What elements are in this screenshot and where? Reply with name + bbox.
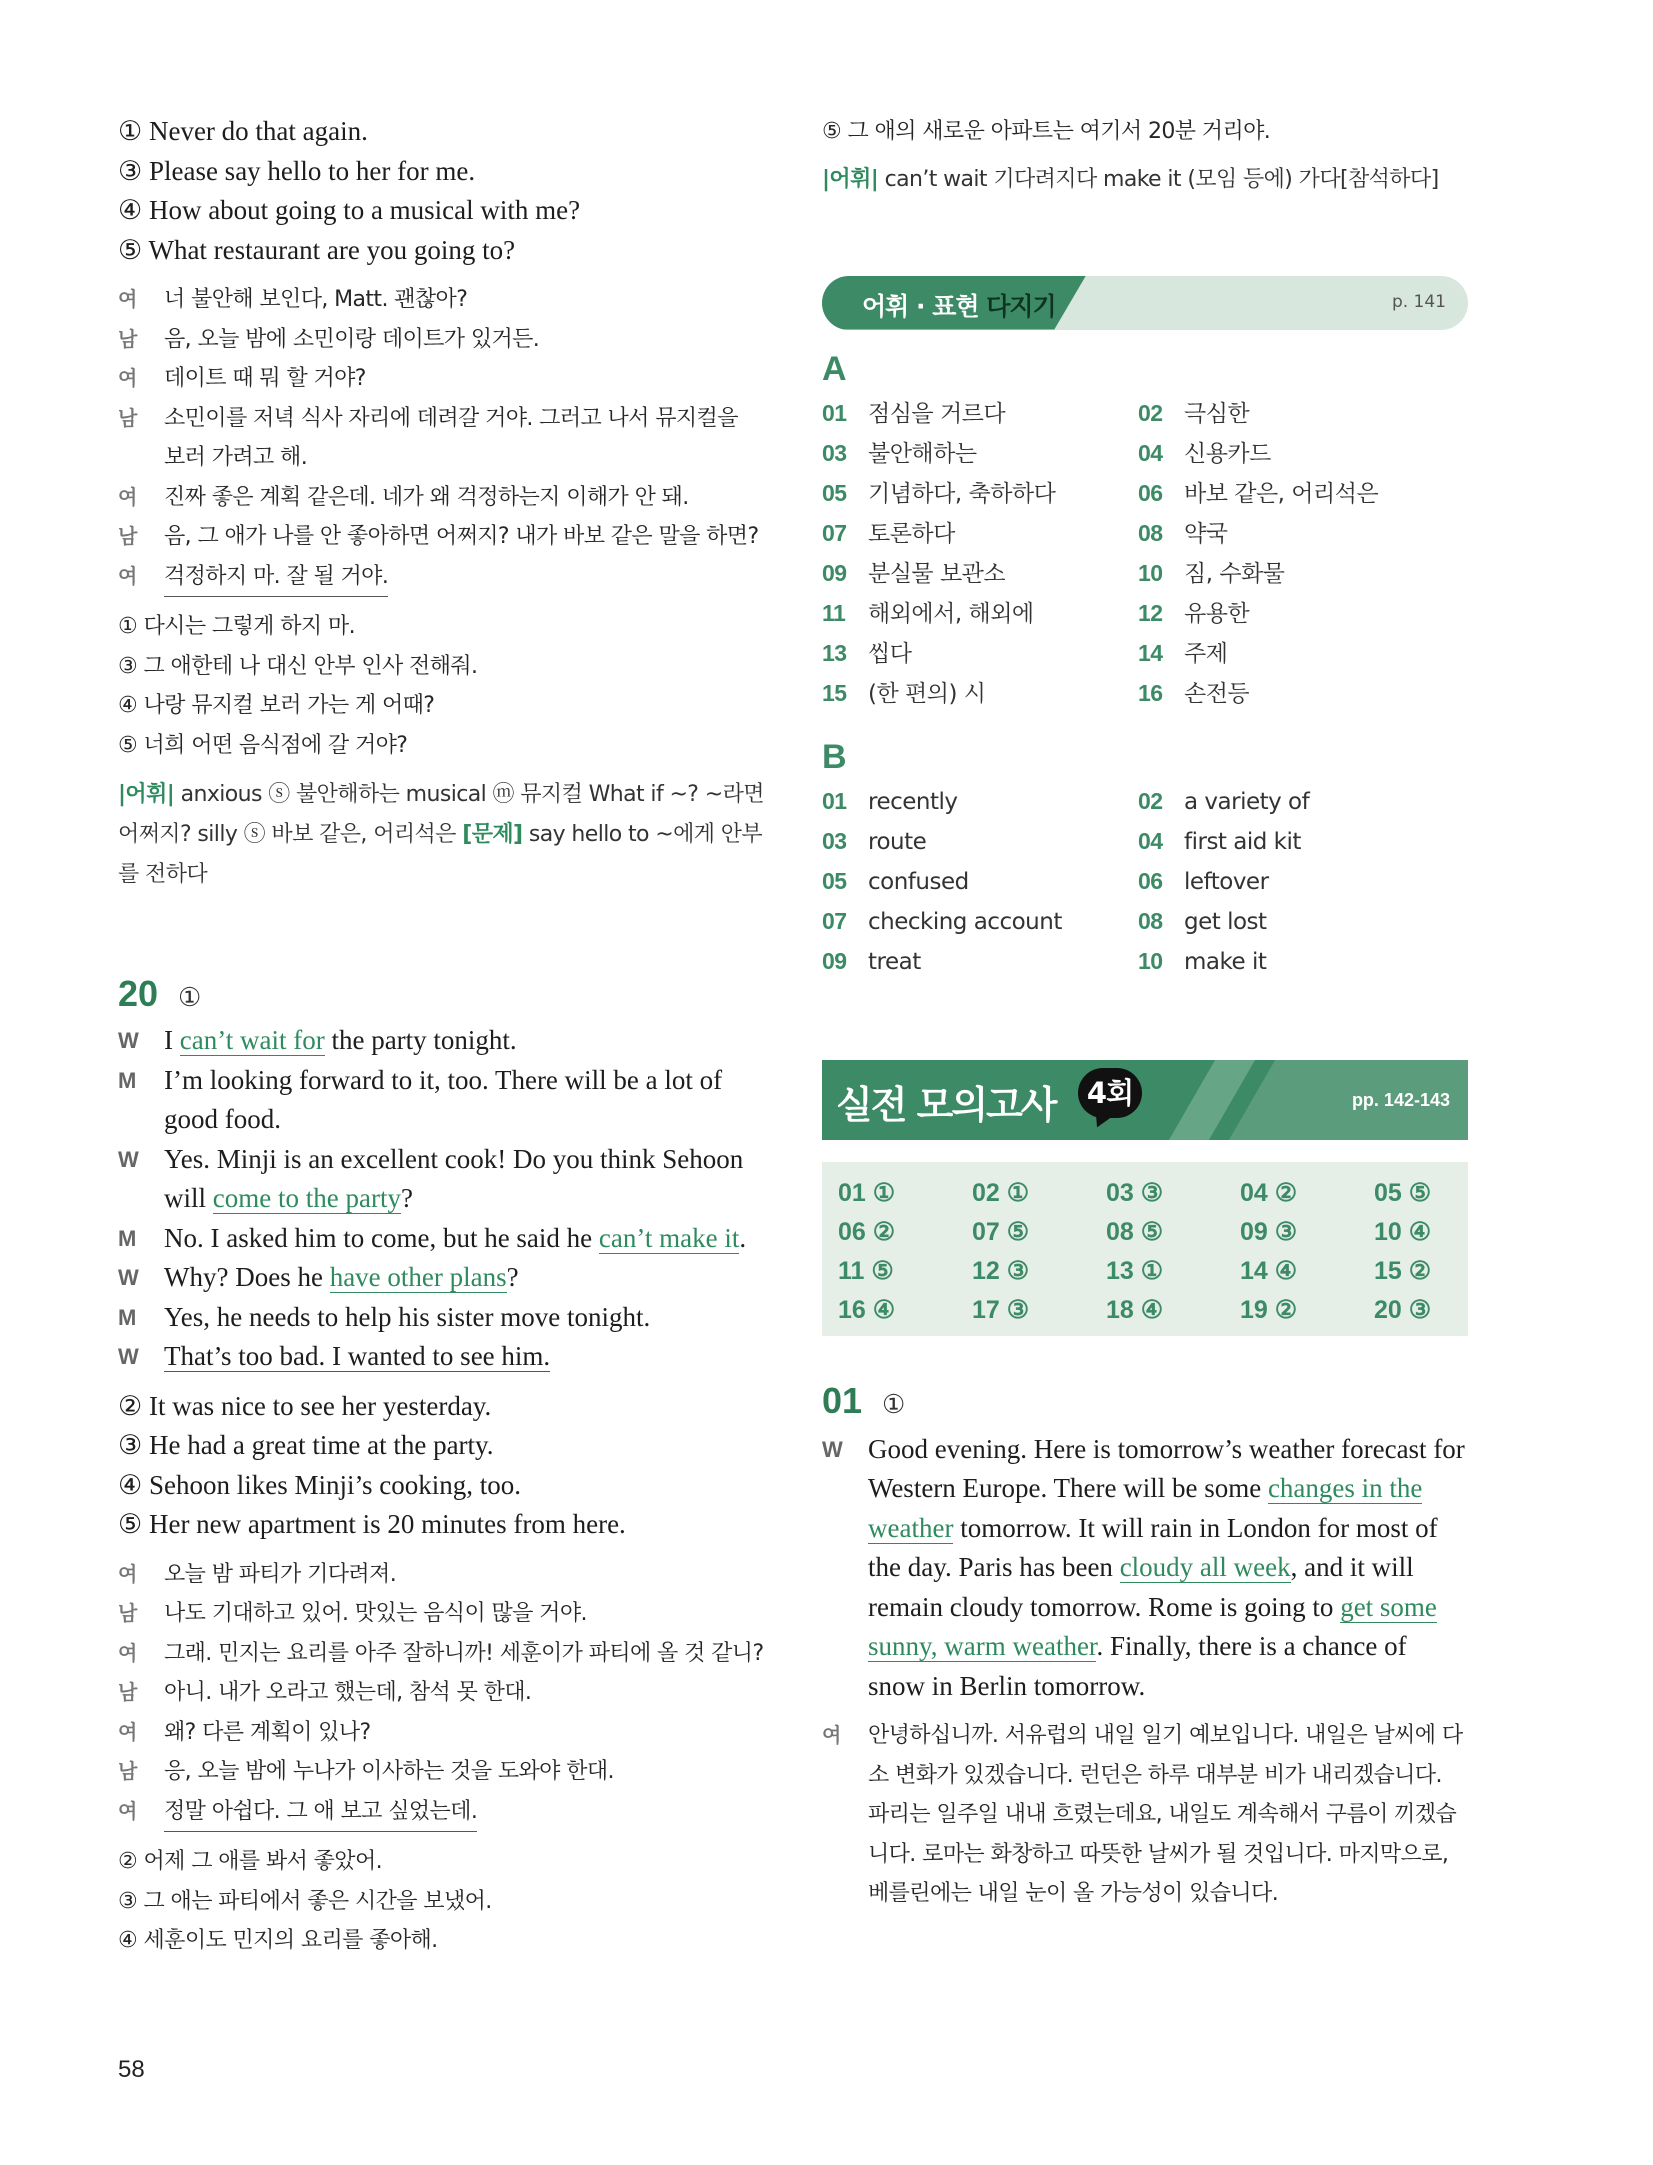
passage-ko-text: 안녕하십니까. 서유럽의 내일 일기 예보입니다. 내일은 날씨에 다소 변화가 있겠습니다. 런던은 하루 대부분 비가 내리겠습니다. 파리는 일주일 내내 흐렸는데요, 내일도 계속해서 구름이 끼겠습니다. 로마는 화창하고 따뜻한 날씨가 될 것입니다. 마지막으로, 베를린에는 내일 눈이 올 가능성이 있습니다. — [868, 1723, 1463, 1906]
item-number: 04 — [1138, 439, 1163, 466]
section-a-list — [822, 394, 1468, 714]
dialog-line — [118, 1555, 764, 1595]
answer-key-box — [822, 1162, 1468, 1336]
dialog-text: 아니. 내가 오라고 했는데, 참석 못 한대. — [164, 1680, 532, 1705]
dialog-ko-group-1 — [118, 280, 764, 597]
dialog-text: 너 불안해 보인다, Matt. 괜찮아? — [164, 287, 468, 312]
item-text: make it — [1184, 948, 1267, 975]
dialog-text: 음, 오늘 밤에 소민이랑 데이트가 있거든. — [164, 326, 540, 352]
dialog-line — [118, 1792, 764, 1833]
text-fragment: . — [739, 1222, 747, 1253]
vocab-tag: |어휘| — [822, 166, 879, 192]
test-round-badge: 4회 — [1078, 1068, 1142, 1118]
item-text: treat — [868, 948, 921, 975]
answer-item: 08 ⑤ — [1106, 1217, 1164, 1246]
item-number: 02 — [1138, 399, 1163, 426]
vocab-item — [822, 822, 1138, 862]
speaker-label: M — [118, 1225, 137, 1251]
vocab-item — [822, 674, 1138, 714]
question-answer: ① — [882, 1389, 906, 1419]
vocab-item — [1138, 782, 1454, 822]
text-fragment: ? — [506, 1262, 519, 1292]
item-text: 해외에서, 해외에 — [868, 600, 1034, 627]
dialog-text: 그래. 민지는 요리를 아주 잘하니까! 세훈이가 파티에 올 것 같니? — [164, 1640, 764, 1666]
item-text: 약국 — [1184, 520, 1228, 547]
answer-item: 17 ③ — [972, 1295, 1030, 1324]
item-text: 기념하다, 축하하다 — [868, 480, 1056, 507]
item-text: 토론하다 — [868, 520, 955, 547]
key-phrase: come to the party — [212, 1183, 401, 1213]
speaker-label: W — [118, 1146, 139, 1172]
item-number: 06 — [1138, 867, 1163, 894]
item-number: 05 — [822, 479, 847, 506]
answer-item: 13 ① — [1106, 1256, 1164, 1285]
option-line: ① 다시는 그렇게 하지 마. — [118, 614, 355, 639]
dialog-line — [118, 478, 764, 518]
option-ko-5: ⑤ 그 애의 새로운 아파트는 여기서 20분 거리야. — [822, 119, 1271, 144]
key-phrase: get some sunny, warm weather — [868, 1591, 1437, 1661]
section-b-label: B — [822, 737, 847, 776]
vocab-item — [1138, 514, 1454, 554]
text-fragment: , and it will remain cloudy tomorrow. Rome is going to — [868, 1552, 1414, 1622]
vocab-item — [822, 782, 1138, 822]
option-line: ② It was nice to see her yesterday. — [118, 1390, 492, 1421]
vocab-item — [822, 902, 1138, 942]
speaker-label: 여 — [118, 366, 137, 390]
vocab-item — [1138, 942, 1454, 982]
item-number: 13 — [822, 639, 847, 666]
left-column — [118, 112, 764, 1961]
answer-key-grid — [838, 1174, 1468, 1330]
speaker-label: 여 — [118, 484, 137, 509]
passage-en — [822, 1430, 1468, 1707]
dialog-line — [118, 1021, 764, 1061]
dialog-text: 왜? 다른 계획이 있나? — [164, 1719, 371, 1745]
item-number: 05 — [822, 867, 847, 894]
answer-item: 16 ④ — [838, 1295, 896, 1324]
question-number: 01 — [822, 1379, 863, 1421]
vocab-item — [822, 942, 1138, 982]
answer-item: 03 ③ — [1106, 1178, 1164, 1207]
item-number: 10 — [1138, 559, 1163, 586]
answer-item: 18 ④ — [1106, 1295, 1164, 1324]
option-line: ③ Please say hello to her for me. — [118, 155, 476, 186]
option-line: ④ 나랑 뮤지컬 보러 가는 게 어때? — [118, 693, 435, 718]
vocab-item — [1138, 634, 1454, 674]
dialog-line — [118, 320, 764, 360]
item-text: route — [868, 828, 927, 855]
answer-item: 19 ② — [1240, 1295, 1298, 1324]
text-fragment: tomorrow. It will rain in London for most of the day. Paris has been — [868, 1512, 1438, 1582]
question-number: 20 — [118, 973, 159, 1014]
banner-title — [862, 287, 1056, 323]
dialog-text: 소민이를 저녁 식사 자리에 데려갈 거야. 그러고 나서 뮤지컬을 보러 가려고 해. — [164, 405, 738, 470]
item-text: 극심한 — [1184, 400, 1250, 427]
vocab-tag: |어휘| — [118, 782, 175, 807]
dialog-en-20 — [118, 1021, 764, 1377]
key-phrase: changes in the weather — [868, 1473, 1423, 1543]
vocab-problem-tag: [문제] — [462, 822, 523, 847]
speaker-label: 남 — [118, 1680, 137, 1704]
option-line: ② 어제 그 애를 봐서 좋았어. — [118, 1849, 383, 1874]
vocab-item — [1138, 554, 1454, 594]
item-number: 07 — [822, 907, 847, 934]
dialog-line — [118, 399, 764, 478]
item-text: 바보 같은, 어리석은 — [1184, 480, 1379, 507]
answer-item: 15 ② — [1374, 1256, 1432, 1285]
item-text: get lost — [1184, 908, 1267, 935]
vocab-note-1 — [118, 775, 764, 895]
vocab-item — [1138, 594, 1454, 634]
speaker-label: 남 — [118, 1759, 137, 1783]
vocab-item — [1138, 434, 1454, 474]
speaker-label: 여 — [118, 287, 137, 311]
test-banner-title: 실전 모의고사 — [836, 1082, 1056, 1127]
text-fragment: I — [164, 1025, 180, 1055]
option-line: ⑤ What restaurant are you going to? — [118, 234, 516, 265]
speaker-label: M — [118, 1067, 137, 1093]
option-line: ⑤ 너희 어떤 음식점에 갈 거야? — [118, 732, 408, 758]
speaker-label: 여 — [118, 1719, 137, 1744]
vocab-item — [1138, 674, 1454, 714]
text-fragment: Why? Does he — [164, 1262, 330, 1292]
item-number: 15 — [822, 679, 847, 706]
key-phrase: have other plans — [329, 1262, 507, 1292]
option-line: ⑤ Her new apartment is 20 minutes from here. — [118, 1509, 626, 1539]
text-fragment: Yes, he needs to help his sister move tonight. — [164, 1301, 651, 1332]
item-text: 손전등 — [1184, 680, 1250, 707]
dialog-line — [118, 280, 764, 320]
vocab-item — [1138, 862, 1454, 902]
question-answer: ① — [178, 983, 202, 1012]
speaker-label: 여 — [822, 1723, 841, 1747]
item-text: (한 편의) 시 — [868, 680, 986, 707]
section-a-label: A — [822, 349, 847, 388]
dialog-line — [118, 517, 764, 557]
text-fragment: the party tonight. — [324, 1025, 517, 1055]
answer-item: 07 ⑤ — [972, 1217, 1030, 1246]
speaker-label: 여 — [118, 563, 137, 588]
vocab-item — [1138, 822, 1454, 862]
banner-title-light: 어휘 · 표현 — [862, 291, 979, 321]
answer-item: 04 ② — [1240, 1178, 1298, 1207]
dialog-line — [118, 1713, 764, 1753]
dialog-text: 걱정하지 마. 잘 될 거야. — [164, 557, 388, 598]
item-text: leftover — [1184, 868, 1269, 895]
speaker-label: W — [822, 1436, 843, 1462]
dialog-line — [118, 1594, 764, 1634]
dialog-line — [118, 1298, 764, 1338]
item-text: confused — [868, 868, 969, 895]
item-number: 06 — [1138, 479, 1163, 506]
page-number: 58 — [118, 2056, 145, 2083]
options-ko-group-1 — [118, 607, 764, 765]
option-line: ③ He had a great time at the party. — [118, 1430, 494, 1460]
vocab-item — [822, 554, 1138, 594]
answer-item: 05 ⑤ — [1374, 1178, 1432, 1207]
dialog-text: 진짜 좋은 계획 같은데. 네가 왜 걱정하는지 이해가 안 돼. — [164, 484, 689, 510]
item-number: 02 — [1138, 787, 1163, 814]
dialog-line — [118, 1673, 764, 1713]
item-number: 07 — [822, 519, 847, 546]
vocab-text: anxious ⓢ 불안해하는 musical ⓜ 뮤지컬 What if ~? ~라면 어쩌지? silly ⓢ 바보 같은, 어리석은 — [118, 782, 764, 847]
vocab-item — [1138, 902, 1454, 942]
text-fragment: That’s too bad. I wanted to see him. — [164, 1341, 551, 1371]
dialog-line — [118, 1061, 764, 1140]
option-line: ④ Sehoon likes Minji’s cooking, too. — [118, 1469, 521, 1500]
text-fragment: I’m looking forward to it, too. There will be a lot of good food. — [164, 1064, 723, 1134]
options-en-20 — [118, 1387, 764, 1545]
vocab-text-2: say hello to ~에게 안부를 전하다 — [118, 822, 763, 887]
item-text: checking account — [868, 908, 1062, 935]
item-number: 08 — [1138, 907, 1163, 934]
item-text: 분실물 보관소 — [868, 560, 1006, 587]
answer-item: 01 ① — [838, 1178, 896, 1207]
speaker-label: 여 — [118, 1798, 137, 1823]
review-banner — [822, 276, 1468, 330]
item-number: 16 — [1138, 679, 1163, 706]
vocab-item — [1138, 394, 1454, 434]
dialog-line — [118, 1634, 764, 1674]
item-number: 01 — [822, 787, 847, 814]
vocab-item — [1138, 474, 1454, 514]
speaker-label: 남 — [118, 1601, 137, 1625]
vocab-item — [822, 862, 1138, 902]
vocab-item — [822, 634, 1138, 674]
answer-item: 10 ④ — [1374, 1217, 1432, 1246]
option-line: ④ 세훈이도 민지의 요리를 좋아해. — [118, 1928, 438, 1953]
vocab-text: can’t wait 기다려지다 make it (모임 등에) 가다[참석하다] — [884, 166, 1439, 192]
dialog-line — [118, 359, 764, 399]
vocab-item — [822, 474, 1138, 514]
speaker-label: W — [118, 1265, 139, 1290]
dialog-text — [164, 1021, 764, 1061]
dialog-text: 오늘 밤 파티가 기다려져. — [164, 1561, 397, 1587]
speaker-label: 여 — [118, 1561, 137, 1586]
answer-item: 14 ④ — [1240, 1256, 1298, 1285]
key-phrase: can’t wait for — [179, 1025, 325, 1055]
vocab-note-2 — [822, 160, 1468, 200]
dialog-text — [164, 1258, 764, 1298]
option-line: ③ 그 애한테 나 대신 안부 인사 전해줘. — [118, 653, 478, 679]
item-number: 03 — [822, 827, 847, 854]
option-line: ③ 그 애는 파티에서 좋은 시간을 보냈어. — [118, 1888, 492, 1914]
speaker-label: W — [118, 1028, 139, 1053]
vocab-item — [822, 394, 1138, 434]
test-banner-pages: pp. 142-143 — [1351, 1089, 1450, 1110]
item-number: 04 — [1138, 827, 1163, 854]
answer-item: 20 ③ — [1374, 1295, 1432, 1324]
banner-title-dark: 다지기 — [986, 291, 1056, 321]
options-ko-20 — [118, 1842, 764, 1961]
dialog-text: 정말 아쉽다. 그 애 보고 싶었는데. — [164, 1792, 477, 1833]
passage-ko — [822, 1716, 1468, 1914]
answer-item: 11 ⑤ — [838, 1256, 894, 1285]
option-line: ① Never do that again. — [118, 116, 368, 146]
dialog-text: 나도 기대하고 있어. 맛있는 음식이 많을 거야. — [164, 1601, 587, 1626]
item-text: 짐, 수화물 — [1184, 560, 1285, 587]
text-fragment: Good evening. Here is tomorrow’s weather forecast for Western Europe. There will be some — [868, 1433, 1465, 1503]
answer-item: 09 ③ — [1240, 1217, 1298, 1246]
passage-en-text — [868, 1430, 1468, 1707]
text-fragment: ? — [400, 1183, 413, 1213]
text-fragment: No. I asked him to come, but he said he — [164, 1222, 599, 1253]
item-number: 08 — [1138, 519, 1163, 546]
item-text: a variety of — [1184, 788, 1310, 815]
item-text: 신용카드 — [1184, 440, 1271, 467]
speaker-label: W — [118, 1344, 139, 1369]
option-line: ④ How about going to a musical with me? — [118, 195, 581, 225]
answer-item: 12 ③ — [972, 1256, 1030, 1285]
options-en-group-1 — [118, 112, 764, 270]
speaker-label: 여 — [118, 1640, 137, 1665]
vocab-item — [822, 514, 1138, 554]
text-fragment: Yes. Minji is an excellent cook! Do you think Sehoon will — [164, 1143, 744, 1213]
item-text: first aid kit — [1184, 828, 1301, 855]
dialog-text: 음, 그 애가 나를 안 좋아하면 어쩌지? 내가 바보 같은 말을 하면? — [164, 524, 759, 549]
dialog-line — [118, 557, 764, 598]
dialog-line — [118, 1219, 764, 1259]
dialog-text — [164, 1298, 764, 1338]
vocab-item — [822, 434, 1138, 474]
dialog-line — [118, 1337, 764, 1377]
item-number: 09 — [822, 559, 847, 586]
item-text: 불안해하는 — [868, 440, 977, 467]
question-20-header — [118, 973, 764, 1015]
banner-page-ref: p. 141 — [1391, 291, 1446, 312]
item-text: 유용한 — [1184, 600, 1250, 627]
item-text: recently — [868, 788, 958, 815]
dialog-line — [118, 1140, 764, 1219]
speaker-label: 남 — [118, 405, 137, 430]
dialog-text — [164, 1337, 764, 1377]
item-text: 점심을 거르다 — [868, 400, 1006, 427]
text-fragment: . Finally, there is a chance of snow in Berlin tomorrow. — [868, 1631, 1407, 1701]
dialog-line — [118, 1258, 764, 1298]
item-number: 09 — [822, 947, 847, 974]
answer-item: 06 ② — [838, 1217, 896, 1246]
right-column — [822, 112, 1468, 1914]
key-phrase: can’t make it — [598, 1222, 740, 1253]
dialog-text — [164, 1061, 764, 1140]
question-01-header — [822, 1380, 1468, 1422]
item-number: 11 — [822, 599, 846, 626]
dialog-text: 데이트 때 뭐 할 거야? — [164, 366, 366, 391]
item-number: 03 — [822, 439, 847, 466]
dialog-text — [164, 1140, 764, 1219]
item-text: 주제 — [1184, 640, 1228, 667]
key-phrase: cloudy all week — [1119, 1552, 1291, 1582]
speaker-label: M — [118, 1304, 137, 1330]
item-text: 씹다 — [868, 640, 912, 667]
dialog-ko-20 — [118, 1555, 764, 1833]
item-number: 14 — [1138, 639, 1163, 666]
answer-item: 02 ① — [972, 1178, 1030, 1207]
speaker-label: 남 — [118, 326, 137, 351]
item-number: 01 — [822, 399, 847, 426]
dialog-text: 응, 오늘 밤에 누나가 이사하는 것을 도와야 한대. — [164, 1759, 614, 1784]
item-number: 12 — [1138, 599, 1163, 626]
test-banner — [822, 1060, 1468, 1140]
section-b-list — [822, 782, 1468, 982]
speaker-label: 남 — [118, 524, 137, 548]
vocab-item — [822, 594, 1138, 634]
dialog-line — [118, 1752, 764, 1792]
item-number: 10 — [1138, 947, 1163, 974]
dialog-text — [164, 1219, 764, 1259]
